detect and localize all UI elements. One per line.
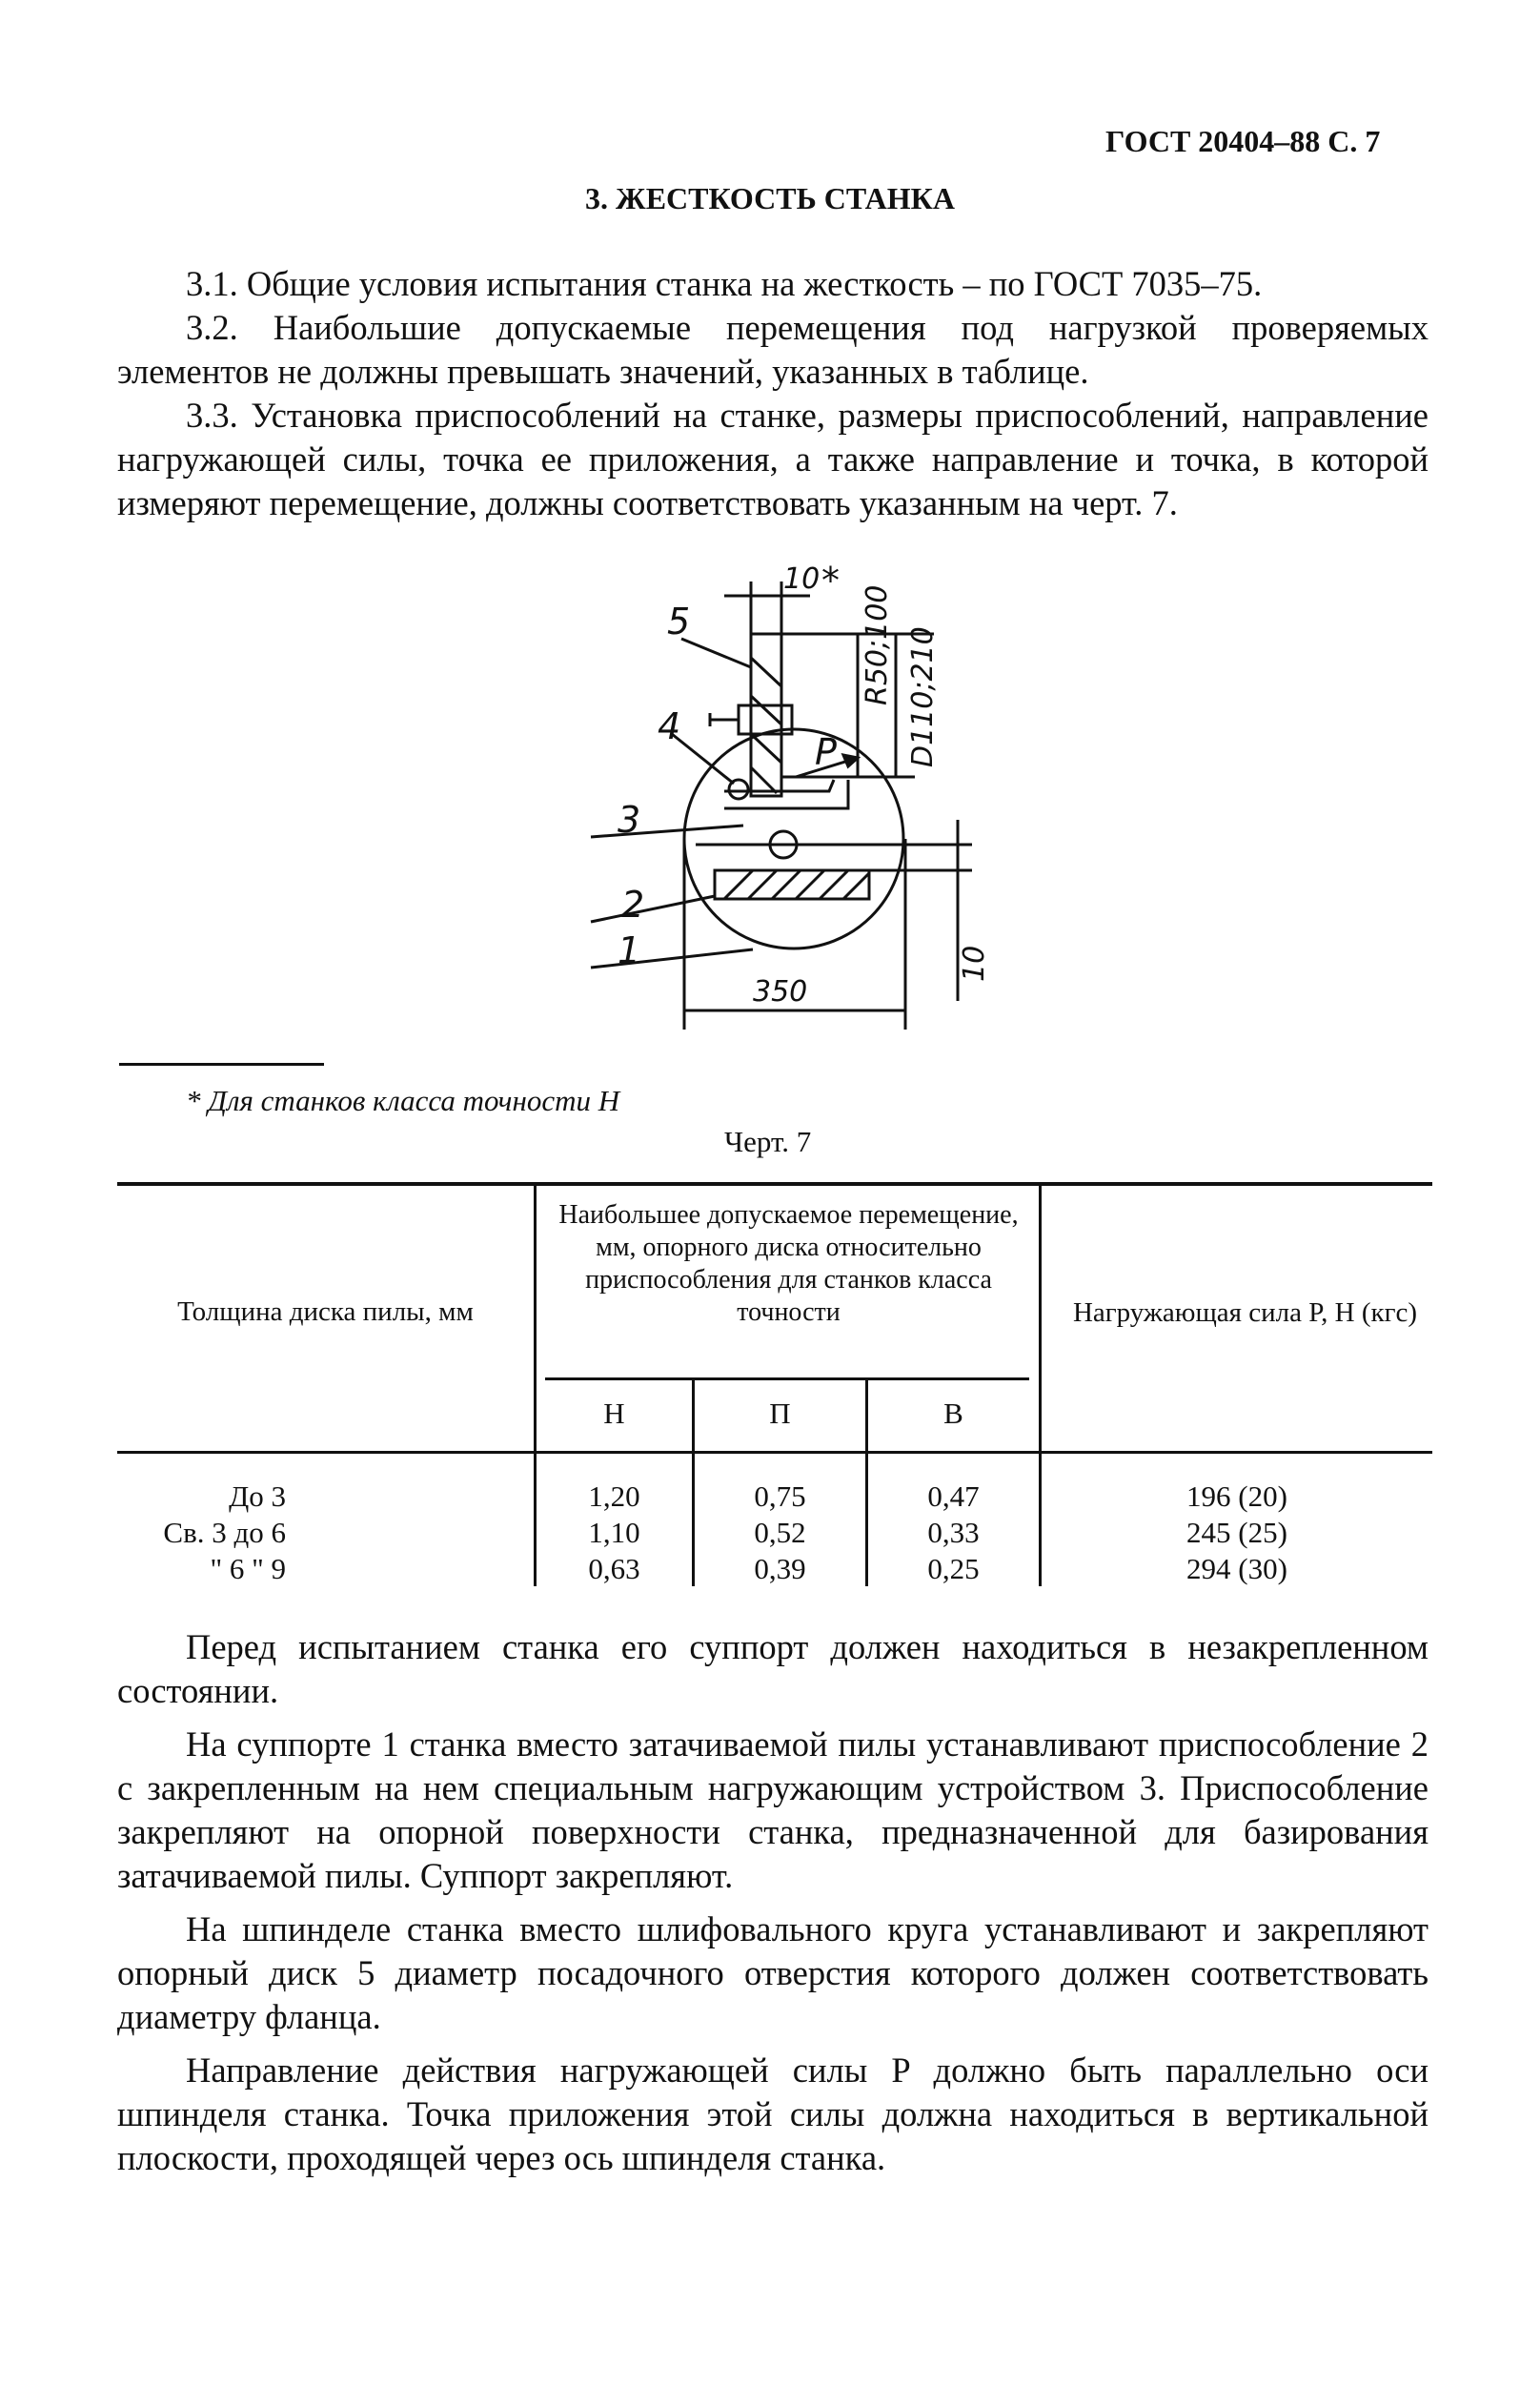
class-v: В <box>943 1397 963 1430</box>
dim-350: 350 <box>753 975 808 1009</box>
table-top-rule <box>117 1182 1432 1186</box>
asterisk: * <box>821 562 840 602</box>
paragraph-3-2: 3.2. Наибольшие допускаемые перемещения под нагрузкой проверяемых элементов не должны превышать значений, указанных в таблице. <box>117 308 1429 391</box>
label-4: 4 <box>658 705 681 747</box>
label-2: 2 <box>621 884 645 926</box>
force-label: P <box>815 731 837 773</box>
header-force: Нагружающая сила P, Н (кгс) <box>1072 1297 1418 1328</box>
paragraph-3-1: 3.1. Общие условия испытания станка на жесткость – по ГОСТ 7035–75. <box>186 264 1263 303</box>
header-displacement: Наибольшее допускаемое перемещение, мм, опорного диска относительно приспособления для станков класса точности <box>558 1200 1019 1327</box>
fixture-drawing <box>572 562 1010 1039</box>
body-text-bottom <box>117 1625 1429 2180</box>
dim-10-top: 10 <box>783 562 821 596</box>
label-3: 3 <box>618 799 641 841</box>
paragraph-spindle: На шпинделе станка вместо шлифовального круга устанавливают и закрепляют опорный диск 5 диаметр посадочного отверстия которого должен соответствовать диаметру фланца. <box>117 1909 1429 2036</box>
figure-caption: Черт. 7 <box>724 1125 812 1158</box>
footnote-rule <box>119 1063 324 1066</box>
label-1: 1 <box>618 929 641 971</box>
body-text-top <box>117 262 1429 525</box>
dim-diameter: D110;210 <box>906 626 940 767</box>
document-reference: ГОСТ 20404–88 С. 7 <box>1105 124 1381 158</box>
header-thickness: Толщина диска пилы, мм <box>177 1296 474 1327</box>
paragraph-pre-test: Перед испытанием станка его суппорт должен находиться в незакрепленном состоянии. <box>117 1627 1429 1710</box>
dim-10-side: 10 <box>958 945 991 982</box>
table-header-rule <box>117 1451 1432 1454</box>
class-p: П <box>769 1397 791 1430</box>
dim-radius: R50;100 <box>861 584 894 705</box>
footnote: * Для станков класса точности Н <box>186 1084 620 1117</box>
paragraph-3-3: 3.3. Установка приспособлений на станке, размеры приспособлений, направление нагружающей силы, точка ее приложения, а также направление и точка, в которой измеряют перемещение, должны соответствовать указанным на черт. 7. <box>117 396 1429 522</box>
label-5: 5 <box>667 601 691 643</box>
paragraph-support: На суппорте 1 станка вместо затачиваемой пилы устанавливают приспособление 2 с закрепленным на нем специальным нагружающим устройством 3. Приспособление закрепляют на опорной поверхности станка, предназначенной для базирования затачиваемой пилы. Суппорт закрепляют. <box>117 1724 1429 1895</box>
class-h: Н <box>603 1397 625 1430</box>
section-title: 3. ЖЕСТКОСТЬ СТАНКА <box>585 181 955 215</box>
paragraph-force-direction: Направление действия нагружающей силы P должно быть параллельно оси шпинделя станка. Точка приложения этой силы должна находиться в вертикальной плоскости, проходящей через ось шпинделя станка. <box>117 2050 1429 2177</box>
